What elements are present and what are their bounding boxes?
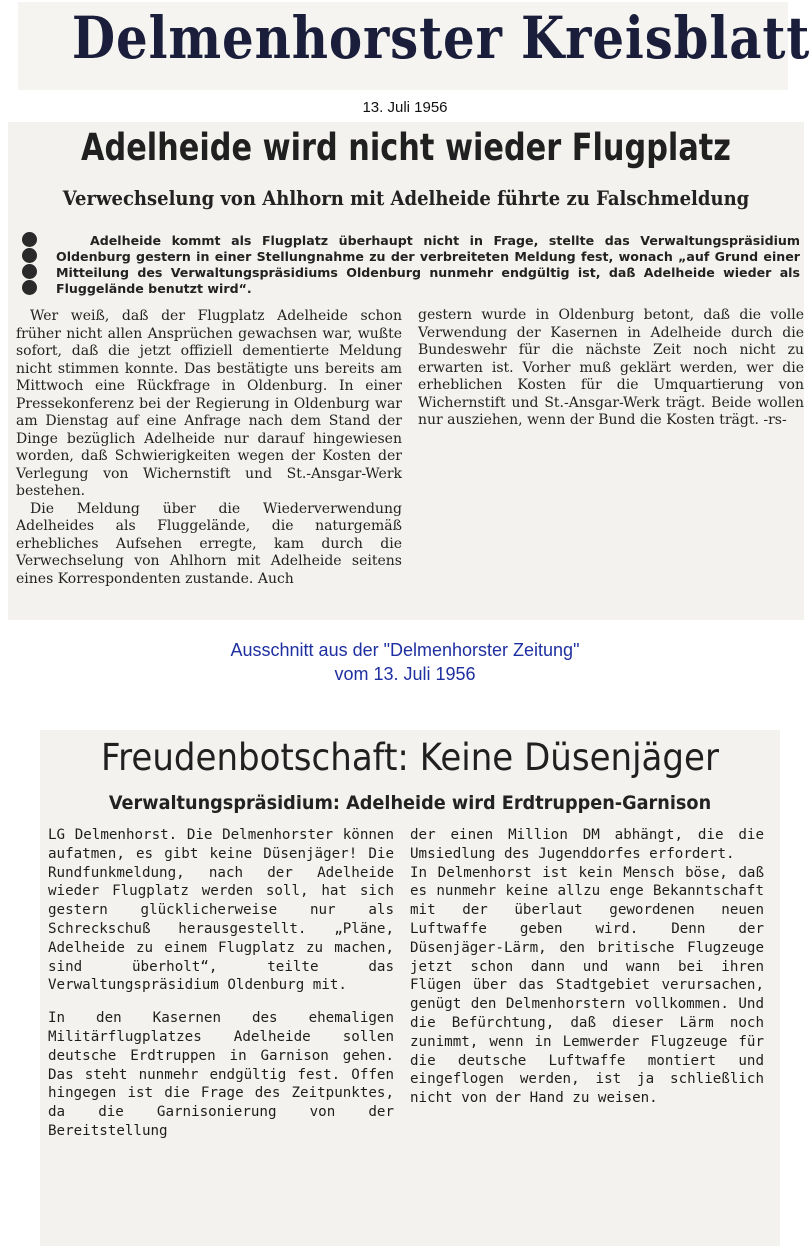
bullet-icon [22,248,37,263]
article2-column-1 [48,826,394,1155]
article1-column-2 [418,307,804,430]
date-label: 13. Juli 1956 [362,99,448,116]
article1-column-1 [16,308,402,588]
article1-paragraph: Die Meldung über die Wiederverwendung Adelheides als Fluggelände, die naturgemäß erhebliches Aufsehen erregte, kam durch die Verwechselung von Ahlhorn mit Adelheide seitens eines Korrespondenten zustande. Auch [16,500,402,587]
caption-line-2: vom 13. Juli 1956 [334,664,476,684]
article1-paragraph: gestern wurde in Oldenburg betont, daß die volle Verwendung der Kasernen in Adelheide durch die Bundeswehr für die nächste Zeit noch nicht zu erwarten ist. Vorher muß geklärt werden, wer die erheblichen Kosten für die Umquartierung von Wichernstift und St.-Ansgar-Werk trägt. Beide wollen nur ausziehen, wenn der Bund die Kosten trägt. -rs- [418,307,804,428]
clipping-caption [0,638,810,686]
lead-bullets [22,232,42,296]
article2-subheadline: Verwaltungspräsidium: Adelheide wird Erdtruppen-Garnison [108,792,712,814]
masthead [18,2,810,90]
article1-headline: Adelheide wird nicht wieder Flugplatz [81,126,731,169]
bullet-icon [22,264,37,279]
article-clipping-2 [40,730,780,1246]
masthead-title: Delmenhorster Kreisblatt [71,4,810,72]
article2-paragraph: In den Kasernen des ehemaligen Militärflugplatzes Adelheide sollen deutsche Erdtruppen in Garnison gehen. Das steht nunmehr endgültig fest. Offen hingegen ist die Frage des Zeitpunktes, da die Garnisonierung von der Bereitstellung [48,1010,394,1139]
article1-paragraph: Wer weiß, daß der Flugplatz Adelheide schon früher nicht allen Ansprüchen gewachsen war, wußte sofort, daß die jetzt offiziell dementierte Meldung nicht stimmen konnte. Das bestätigte uns bereits am Mittwoch eine Rückfrage in Oldenburg. In einer Pressekonferenz bei der Regierung in Oldenburg war am Dienstag auf eine Anfrage nach dem Stand der Dinge bezüglich Adelheide nur darauf hingewiesen worden, daß Schwierigkeiten wegen der Kosten der Verlegung von Wichernstift und St.-Ansgar-Werk bestehen. [16,308,402,499]
article1-lead: Adelheide kommt als Flugplatz überhaupt nicht in Frage, stellte das Verwaltungspräsidium Oldenburg gestern in einer Stellungnahme zu der verbreiteten Meldung fest, wonach „auf Grund einer Mitteilung des Verwaltungspräsidiums Oldenburg nunmehr endgültig ist, daß Adelheide wieder als Fluggelände benutzt wird“. [56,233,800,296]
article1-subheadline: Verwechselung von Ahlhorn mit Adelheide führte zu Falschmeldung [62,186,750,210]
article2-paragraph: In Delmenhorst ist kein Mensch böse, daß es nunmehr keine allzu enge Bekanntschaft mit der überlaut gewordenen neuen Luftwaffe geben wird. Denn der Düsenjäger-Lärm, den britische Flugzeuge jetzt schon dann und wann bei ihren Flügen über das Stadtgebiet verursachen, genügt den Delmenhorstern vollkommen. Und die Befürchtung, daß dieser Lärm noch zunimmt, wenn in Lemwerder Flugzeuge für die deutsche Luftwaffe montiert und eingeflogen werden, ist ja schließlich nicht von der Hand zu weisen. [410,864,764,1107]
article-clipping-1 [8,122,804,620]
article2-headline: Freudenbotschaft: Keine Düsenjäger [101,736,719,779]
article2-paragraph: der einen Million DM abhängt, die die Umsiedlung des Jugenddorfes erfordert. [410,827,764,862]
article2-column-2 [410,826,764,1108]
bullet-icon [22,280,37,295]
caption-line-1: Ausschnitt aus der "Delmenhorster Zeitung" [230,640,580,660]
article2-paragraph: LG Delmenhorst. Die Delmenhorster können aufatmen, es gibt keine Düsenjäger! Die Rundfunkmeldung, nach der Adelheide wieder Flugplatz werden soll, hat sich gestern glücklicherweise nur als Schreckschuß herausgestellt. „Pläne, Adelheide zu einem Flugplatz zu machen, sind überholt“, teilte das Verwaltungspräsidium Oldenburg mit. [48,827,394,994]
bullet-icon [22,232,37,247]
